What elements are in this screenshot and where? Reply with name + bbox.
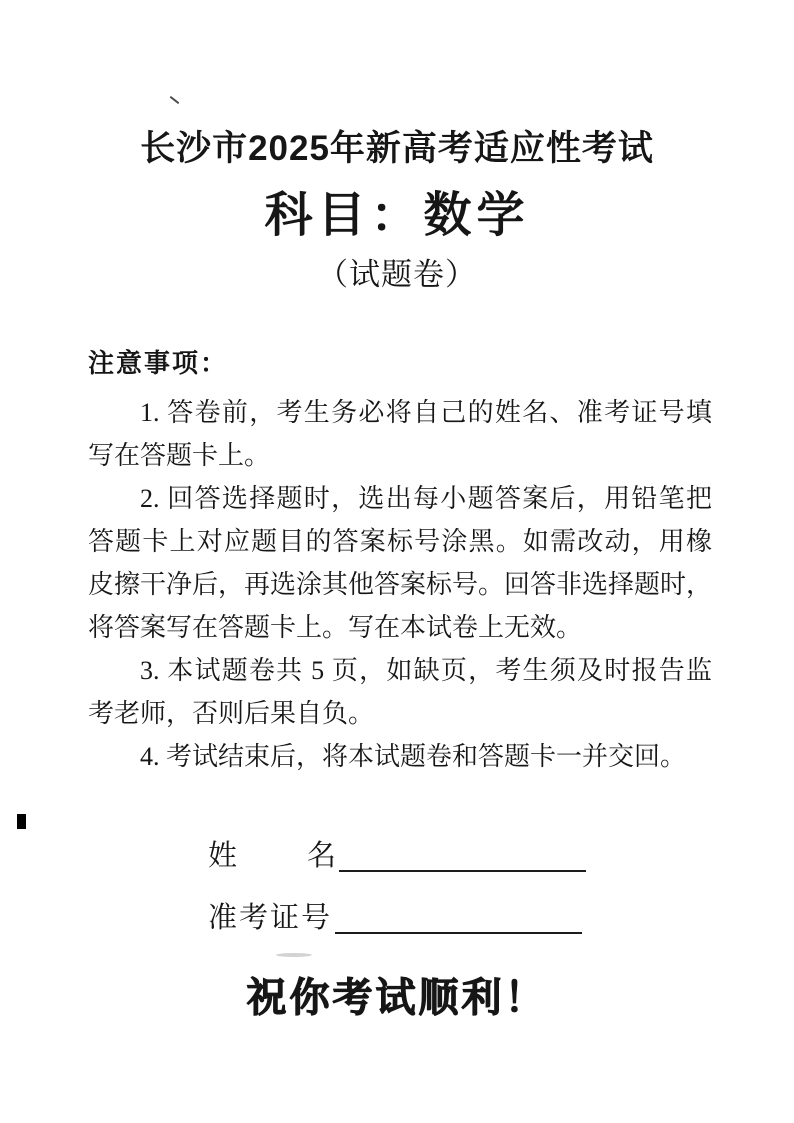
name-label-left: 姓 — [208, 840, 238, 872]
scan-tick-artifact — [170, 96, 180, 104]
name-field[interactable] — [339, 842, 586, 872]
notice-heading: 注意事项： — [88, 348, 229, 378]
notice-item-1-line-1: 1. 答卷前，考生务必将自己的姓名、准考证号填 — [140, 398, 712, 427]
notice-item-2-line-3: 皮擦干净后，再选涂其他答案标号。回答非选择题时， — [88, 570, 713, 599]
scan-smudge-artifact — [276, 953, 312, 957]
notice-item-3-line-1: 3. 本试题卷共 5 页，如缺页，考生须及时报告监 — [140, 656, 712, 685]
notice-item-4-line-1: 4. 考试结束后，将本试题卷和答题卡一并交回。 — [140, 742, 687, 771]
name-row — [208, 838, 586, 872]
exam-title: 长沙市2025年新高考适应性考试 — [140, 129, 654, 168]
scan-edge-mark-artifact — [17, 814, 26, 829]
exam-id-label: 准考证号 — [208, 902, 333, 934]
notice-item-2-line-2: 答题卡上对应题目的答案标号涂黑。如需改动，用橡 — [88, 527, 712, 556]
notice-item-2-line-1: 2. 回答选择题时，选出每小题答案后，用铅笔把 — [140, 484, 712, 513]
good-luck-message: 祝你考试顺利！ — [246, 975, 548, 1020]
name-label-right: 名 — [307, 840, 337, 872]
exam-id-row — [208, 900, 582, 934]
notice-item-1-line-2: 写在答题卡上。 — [88, 441, 271, 470]
notice-item-2-line-4: 将答案写在答题卡上。写在本试卷上无效。 — [88, 613, 583, 642]
subject-title: 科目：数学 — [264, 189, 530, 242]
paper-type-label: （试题卷） — [317, 257, 477, 292]
notice-list — [88, 391, 712, 778]
exam-id-field[interactable] — [335, 904, 582, 934]
notice-item-3-line-2: 考老师，否则后果自负。 — [88, 699, 375, 728]
